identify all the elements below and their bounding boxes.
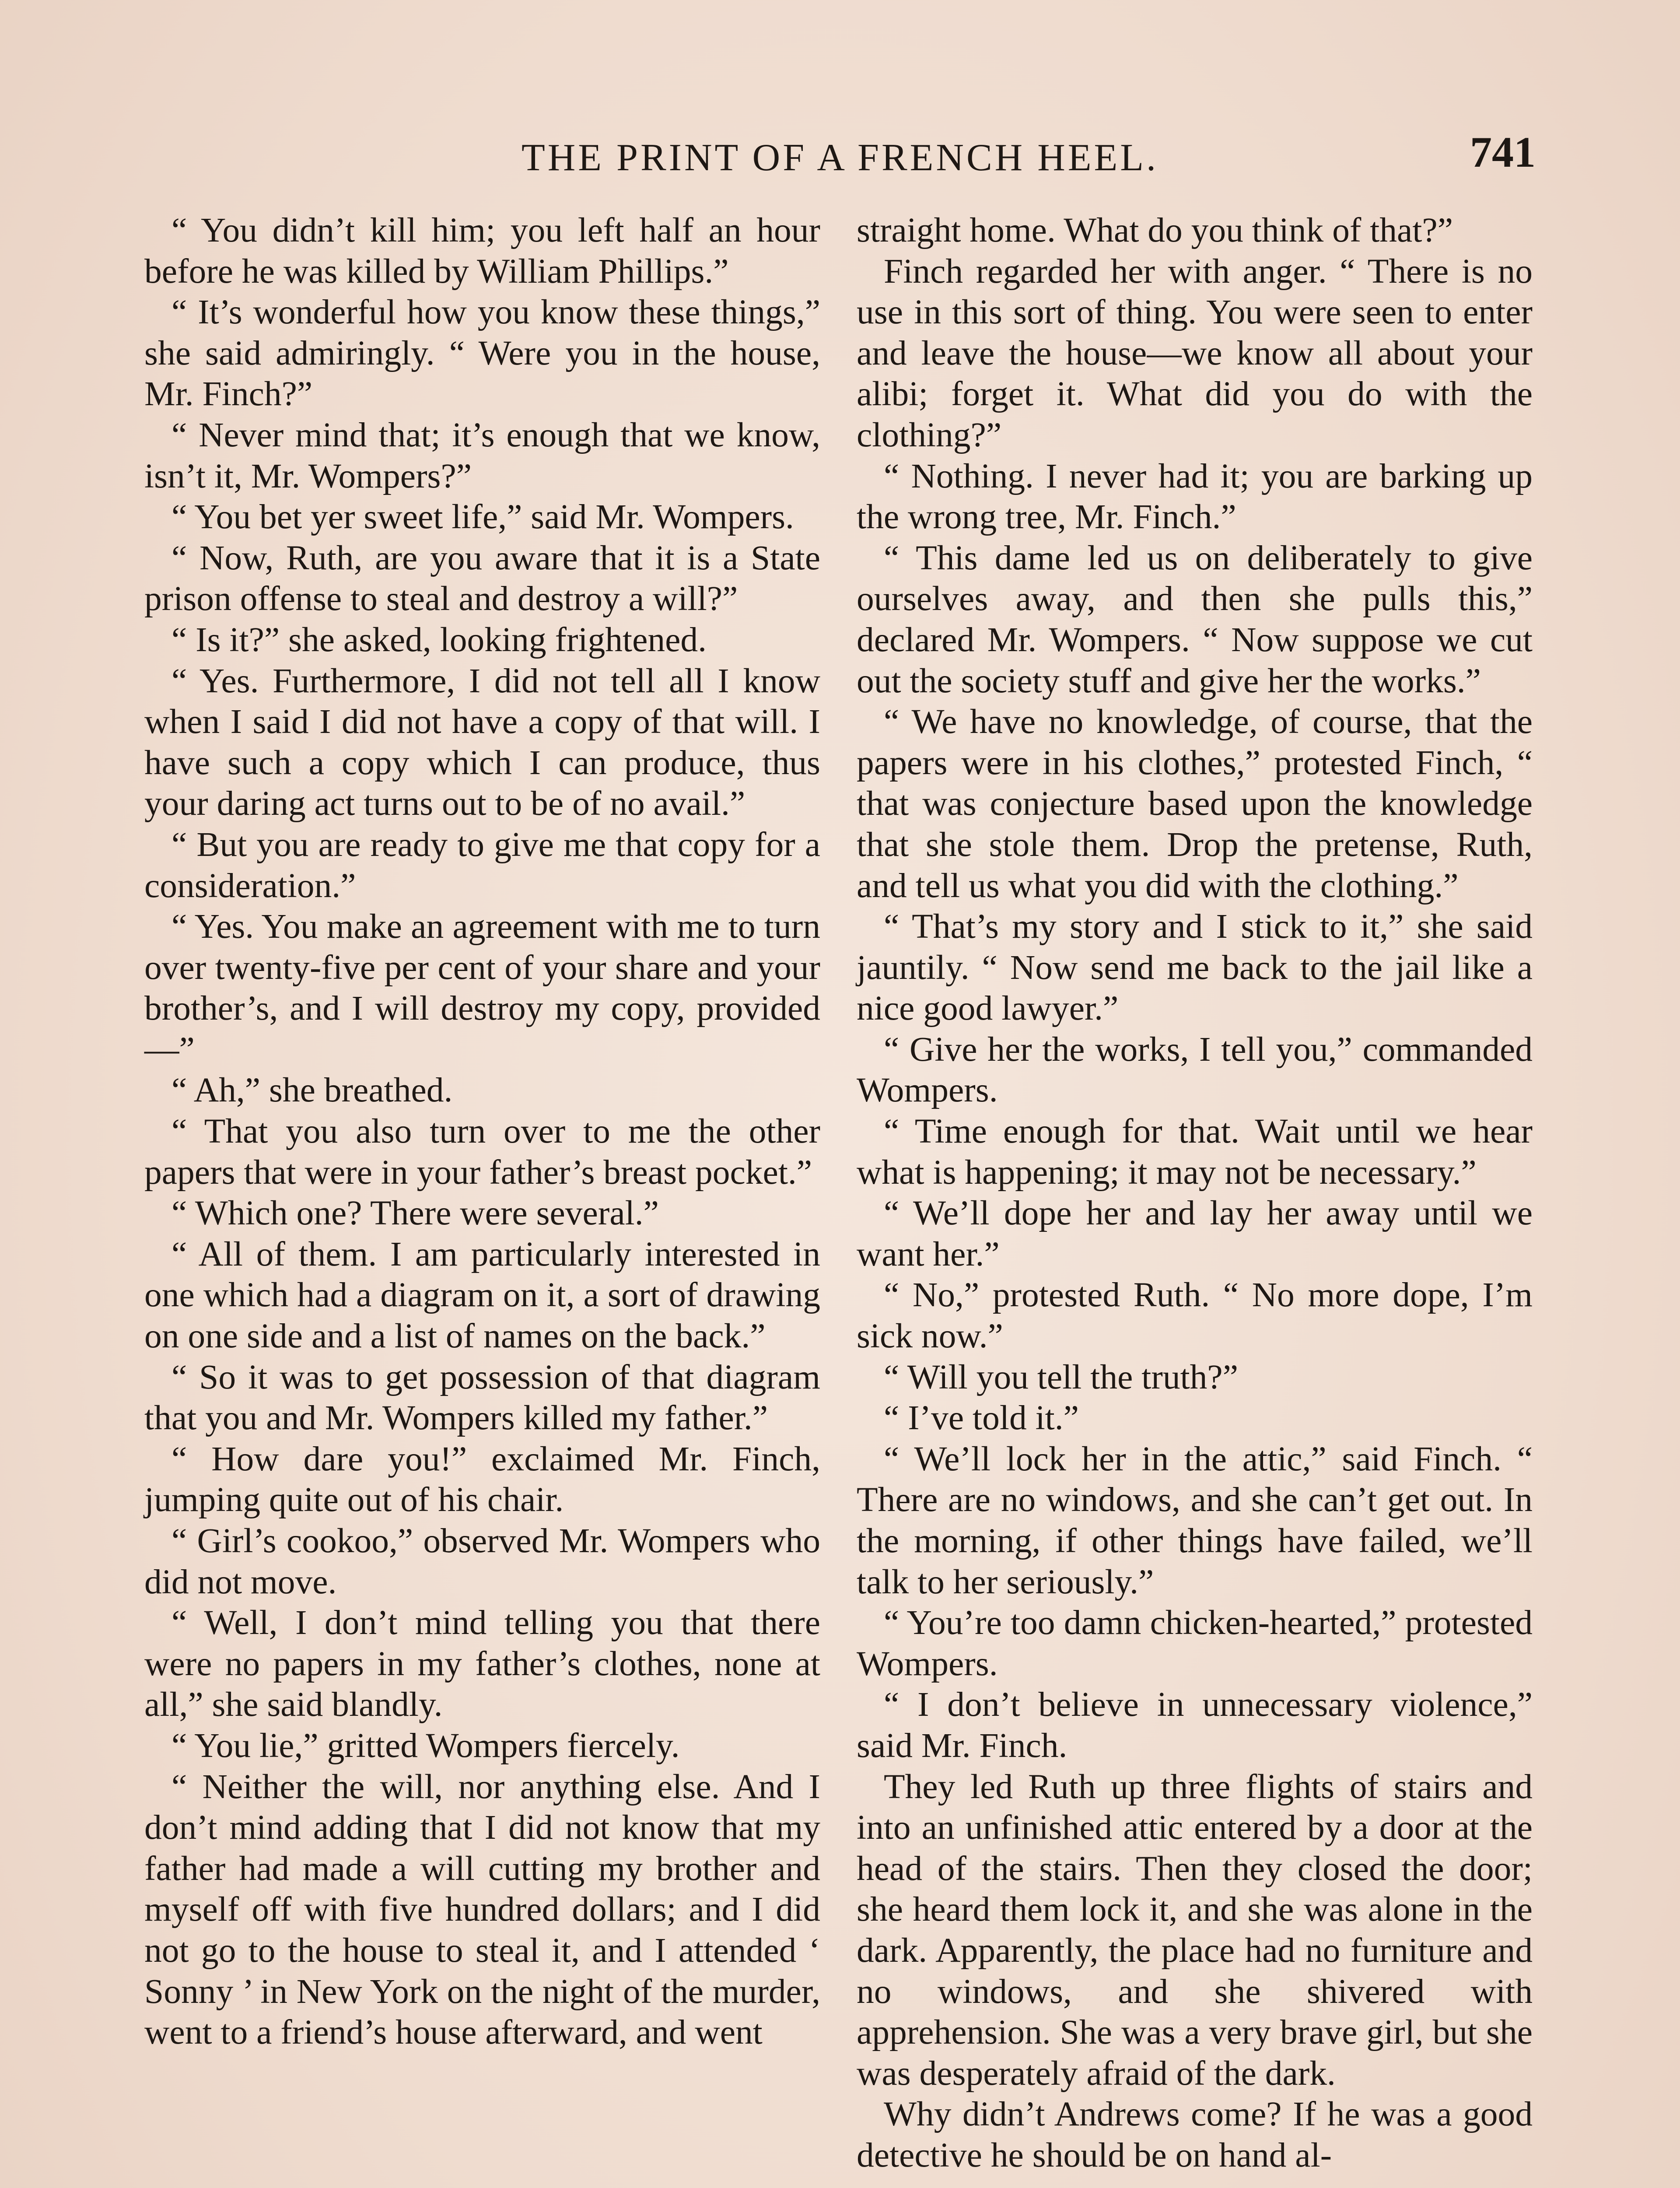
paragraph: “ But you are ready to give me that copy for a consideration.” — [144, 825, 820, 905]
paragraph-continued: straight home. What do you think of that?” — [857, 211, 1453, 249]
paragraph: Why didn’t Andrews come? If he was a good detective he should be on hand al- — [857, 2095, 1533, 2174]
paragraph: “ So it was to get possession of that diagram that you and Mr. Wompers killed my father.” — [144, 1357, 820, 1438]
paragraph: “ Ah,” she breathed. — [172, 1071, 453, 1110]
paragraph: “ I don’t believe in unnecessary violence,” said Mr. Finch. — [857, 1685, 1533, 1765]
paragraph: “ That’s my story and I stick to it,” she said jauntily. “ Now send me back to the jail like a nice good lawyer.” — [857, 907, 1533, 1028]
paragraph: “ We’ll dope her and lay her away until we want her.” — [857, 1194, 1533, 1273]
paragraph: “ Which one? There were several.” — [172, 1194, 659, 1233]
paragraph: They led Ruth up three flights of stairs and into an unfinished attic entered by a door at the head of the stairs. Then they closed the door; she heard them lock it, and she was alone in the dark. Apparently, the place had no furniture and no windows, and she shivered with apprehension. She was a very brave girl, but she was desperately afraid of the dark. — [857, 1767, 1533, 2093]
paragraph: “ Yes. You make an agreement with me to turn over twenty-five per cent of your share and your brother’s, and I will destroy my copy, provided—” — [144, 907, 820, 1069]
right-column — [857, 210, 1533, 2176]
paragraph: “ Girl’s cookoo,” observed Mr. Wompers who did not move. — [144, 1522, 820, 1601]
page-header — [144, 127, 1536, 188]
paragraph: “ We have no knowledge, of course, that the papers were in his clothes,” protested Finch, “ that was conjecture based upon the knowledge that she stole them. Drop the pretense, Ruth, and tell us what you did with the clothing.” — [857, 702, 1533, 905]
paragraph: “ You’re too damn chicken-hearted,” protested Wompers. — [857, 1603, 1533, 1683]
paragraph: “ You didn’t kill him; you left half an hour before he was killed by William Phillips.” — [144, 211, 820, 291]
page-number: 741 — [1470, 128, 1536, 176]
paragraph: “ Yes. Furthermore, I did not tell all I know when I said I did not have a copy of that will. I have such a copy which I can produce, thus your daring act turns out to be of no avail.” — [144, 661, 820, 823]
paragraph: “ Now, Ruth, are you aware that it is a State prison offense to steal and destroy a will?” — [144, 538, 820, 618]
paragraph: “ Nothing. I never had it; you are barking up the wrong tree, Mr. Finch.” — [857, 456, 1533, 536]
paragraph: “ Never mind that; it’s enough that we know, isn’t it, Mr. Wompers?” — [144, 415, 820, 495]
paragraph: “ I’ve told it.” — [884, 1399, 1079, 1438]
paragraph: “ You lie,” gritted Wompers fiercely. — [172, 1726, 680, 1765]
paragraph: “ This dame led us on deliberately to give ourselves away, and then she pulls this,” declared Mr. Wompers. “ Now suppose we cut out the society stuff and give her the works.” — [857, 538, 1533, 700]
paragraph: “ Will you tell the truth?” — [884, 1357, 1238, 1396]
paragraph: Finch regarded her with anger. “ There is no use in this sort of thing. You were seen to enter and leave the house—we know all about your alibi; forget it. What did you do with the clothing?” — [857, 252, 1533, 454]
paragraph: “ Neither the will, nor anything else. And I don’t mind adding that I did not know that my father had made a will cutting my brother and myself off with five hundred dollars; and I did not go to the house to steal it, and I attended ‘ Sonny ’ in New York on the night of the murder, went to a friend’s house afterward, and went — [144, 1767, 820, 2052]
paragraph: “ That you also turn over to me the other papers that were in your father’s breast pocket.” — [144, 1112, 820, 1192]
paragraph: “ We’ll lock her in the attic,” said Finch. “ There are no windows, and she can’t get out. In the morning, if other things have failed, we’ll talk to her seriously.” — [857, 1439, 1533, 1601]
paragraph: “ You bet yer sweet life,” said Mr. Wompers. — [172, 498, 794, 536]
running-title: THE PRINT OF A FRENCH HEEL. — [521, 137, 1159, 179]
paragraph: “ Is it?” she asked, looking frightened. — [172, 620, 707, 659]
paragraph: “ Well, I don’t mind telling you that there were no papers in my father’s clothes, none at all,” she said blandly. — [144, 1603, 820, 1724]
paragraph: “ Give her the works, I tell you,” commanded Wompers. — [857, 1030, 1533, 1110]
paragraph: “ It’s wonderful how you know these things,” she said admiringly. “ Were you in the house, Mr. Finch?” — [144, 293, 820, 414]
paragraph: “ How dare you!” exclaimed Mr. Finch, jumping quite out of his chair. — [144, 1439, 820, 1519]
paragraph: “ No,” protested Ruth. “ No more dope, I’m sick now.” — [857, 1276, 1533, 1356]
left-column — [144, 210, 820, 2053]
paragraph: “ Time enough for that. Wait until we hear what is happening; it may not be necessary.” — [857, 1112, 1533, 1192]
paragraph: “ All of them. I am particularly interested in one which had a diagram on it, a sort of drawing on one side and a list of names on the back.” — [144, 1234, 820, 1356]
